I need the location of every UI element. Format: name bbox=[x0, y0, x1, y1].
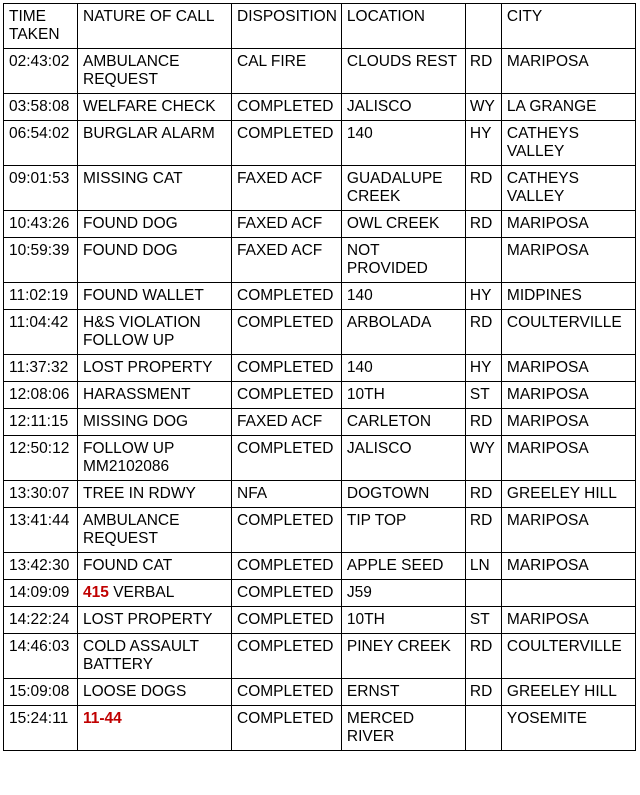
city-cell: MARIPOSA bbox=[501, 382, 635, 409]
disposition-cell: COMPLETED bbox=[232, 679, 342, 706]
time-cell: 15:24:11 bbox=[4, 706, 78, 751]
nature-cell bbox=[78, 211, 232, 238]
disposition-cell: FAXED ACF bbox=[232, 166, 342, 211]
table-row bbox=[4, 310, 636, 355]
city-cell: MIDPINES bbox=[501, 283, 635, 310]
suffix-cell: RD bbox=[465, 49, 501, 94]
header-nature: NATURE OF CALL bbox=[78, 4, 232, 49]
suffix-cell: RD bbox=[465, 481, 501, 508]
suffix-cell: HY bbox=[465, 355, 501, 382]
location-cell: J59 bbox=[341, 580, 465, 607]
suffix-cell bbox=[465, 238, 501, 283]
city-cell: COULTERVILLE bbox=[501, 634, 635, 679]
table-row bbox=[4, 553, 636, 580]
time-cell: 03:58:08 bbox=[4, 94, 78, 121]
disposition-cell: COMPLETED bbox=[232, 121, 342, 166]
table-row bbox=[4, 679, 636, 706]
city-cell: MARIPOSA bbox=[501, 436, 635, 481]
city-cell: YOSEMITE bbox=[501, 706, 635, 751]
nature-cell bbox=[78, 49, 232, 94]
disposition-cell: COMPLETED bbox=[232, 634, 342, 679]
location-cell: GUADALUPE CREEK bbox=[341, 166, 465, 211]
nature-text: COLD ASSAULT BATTERY bbox=[83, 638, 199, 673]
nature-cell bbox=[78, 409, 232, 436]
location-cell: OWL CREEK bbox=[341, 211, 465, 238]
location-cell: DOGTOWN bbox=[341, 481, 465, 508]
nature-cell bbox=[78, 553, 232, 580]
disposition-cell: COMPLETED bbox=[232, 436, 342, 481]
city-cell bbox=[501, 580, 635, 607]
time-cell: 10:43:26 bbox=[4, 211, 78, 238]
nature-cell bbox=[78, 706, 232, 751]
city-cell: MARIPOSA bbox=[501, 211, 635, 238]
nature-cell bbox=[78, 238, 232, 283]
nature-cell bbox=[78, 355, 232, 382]
nature-text: LOOSE DOGS bbox=[83, 683, 187, 700]
table-row bbox=[4, 409, 636, 436]
location-cell: CARLETON bbox=[341, 409, 465, 436]
table-row bbox=[4, 481, 636, 508]
table-row bbox=[4, 634, 636, 679]
time-cell: 09:01:53 bbox=[4, 166, 78, 211]
nature-cell bbox=[78, 94, 232, 121]
suffix-cell bbox=[465, 580, 501, 607]
suffix-cell: RD bbox=[465, 409, 501, 436]
disposition-cell: CAL FIRE bbox=[232, 49, 342, 94]
nature-cell bbox=[78, 607, 232, 634]
disposition-cell: COMPLETED bbox=[232, 706, 342, 751]
suffix-cell: RD bbox=[465, 508, 501, 553]
nature-text: FOUND CAT bbox=[83, 557, 173, 574]
header-location: LOCATION bbox=[341, 4, 465, 49]
nature-text: FOLLOW UP MM2102086 bbox=[83, 440, 175, 475]
suffix-cell bbox=[465, 706, 501, 751]
call-log bbox=[3, 3, 636, 751]
time-cell: 14:09:09 bbox=[4, 580, 78, 607]
nature-text: MISSING DOG bbox=[83, 413, 189, 430]
disposition-cell: COMPLETED bbox=[232, 310, 342, 355]
suffix-cell: HY bbox=[465, 121, 501, 166]
time-cell: 02:43:02 bbox=[4, 49, 78, 94]
nature-text: BURGLAR ALARM bbox=[83, 125, 215, 142]
disposition-cell: COMPLETED bbox=[232, 580, 342, 607]
time-cell: 10:59:39 bbox=[4, 238, 78, 283]
nature-cell bbox=[78, 580, 232, 607]
suffix-cell: HY bbox=[465, 283, 501, 310]
suffix-cell: RD bbox=[465, 634, 501, 679]
nature-cell bbox=[78, 166, 232, 211]
time-cell: 11:04:42 bbox=[4, 310, 78, 355]
disposition-cell: COMPLETED bbox=[232, 607, 342, 634]
nature-text: FOUND DOG bbox=[83, 215, 178, 232]
city-cell: CATHEYS VALLEY bbox=[501, 121, 635, 166]
nature-cell bbox=[78, 481, 232, 508]
location-cell: MERCED RIVER bbox=[341, 706, 465, 751]
location-cell: JALISCO bbox=[341, 436, 465, 481]
table-row bbox=[4, 94, 636, 121]
nature-cell bbox=[78, 436, 232, 481]
table-row bbox=[4, 238, 636, 283]
nature-cell bbox=[78, 508, 232, 553]
table-row bbox=[4, 49, 636, 94]
table-row bbox=[4, 580, 636, 607]
location-cell: 140 bbox=[341, 283, 465, 310]
disposition-cell: COMPLETED bbox=[232, 382, 342, 409]
suffix-cell: ST bbox=[465, 607, 501, 634]
call-log-table bbox=[3, 3, 636, 751]
suffix-cell: RD bbox=[465, 679, 501, 706]
nature-text: H&S VIOLATION FOLLOW UP bbox=[83, 314, 201, 349]
table-row bbox=[4, 121, 636, 166]
location-cell: JALISCO bbox=[341, 94, 465, 121]
disposition-cell: COMPLETED bbox=[232, 355, 342, 382]
location-cell: 140 bbox=[341, 121, 465, 166]
city-cell: MARIPOSA bbox=[501, 607, 635, 634]
suffix-cell: LN bbox=[465, 553, 501, 580]
time-cell: 11:37:32 bbox=[4, 355, 78, 382]
table-row bbox=[4, 211, 636, 238]
disposition-cell: FAXED ACF bbox=[232, 409, 342, 436]
suffix-cell: WY bbox=[465, 94, 501, 121]
time-cell: 12:50:12 bbox=[4, 436, 78, 481]
nature-cell bbox=[78, 382, 232, 409]
location-cell: ARBOLADA bbox=[341, 310, 465, 355]
table-row bbox=[4, 607, 636, 634]
nature-code: 11-44 bbox=[83, 710, 122, 727]
header-disposition: DISPOSITION bbox=[232, 4, 342, 49]
time-cell: 13:41:44 bbox=[4, 508, 78, 553]
disposition-cell: FAXED ACF bbox=[232, 211, 342, 238]
table-row bbox=[4, 355, 636, 382]
city-cell: MARIPOSA bbox=[501, 238, 635, 283]
nature-cell bbox=[78, 679, 232, 706]
city-cell: MARIPOSA bbox=[501, 508, 635, 553]
disposition-cell: COMPLETED bbox=[232, 553, 342, 580]
nature-text: LOST PROPERTY bbox=[83, 359, 213, 376]
disposition-cell: NFA bbox=[232, 481, 342, 508]
header-city: CITY bbox=[501, 4, 635, 49]
city-cell: GREELEY HILL bbox=[501, 481, 635, 508]
header-row bbox=[4, 4, 636, 49]
time-cell: 14:46:03 bbox=[4, 634, 78, 679]
nature-text: LOST PROPERTY bbox=[83, 611, 213, 628]
city-cell: COULTERVILLE bbox=[501, 310, 635, 355]
time-cell: 06:54:02 bbox=[4, 121, 78, 166]
table-row bbox=[4, 436, 636, 481]
city-cell: MARIPOSA bbox=[501, 553, 635, 580]
time-cell: 12:11:15 bbox=[4, 409, 78, 436]
disposition-cell: FAXED ACF bbox=[232, 238, 342, 283]
nature-text: VERBAL bbox=[113, 584, 175, 601]
city-cell: MARIPOSA bbox=[501, 355, 635, 382]
location-cell: 140 bbox=[341, 355, 465, 382]
time-cell: 13:42:30 bbox=[4, 553, 78, 580]
nature-cell bbox=[78, 310, 232, 355]
location-cell: APPLE SEED bbox=[341, 553, 465, 580]
location-cell: PINEY CREEK bbox=[341, 634, 465, 679]
suffix-cell: WY bbox=[465, 436, 501, 481]
location-cell: 10TH bbox=[341, 382, 465, 409]
nature-text: WELFARE CHECK bbox=[83, 98, 216, 115]
suffix-cell: RD bbox=[465, 166, 501, 211]
header-suffix bbox=[465, 4, 501, 49]
table-row bbox=[4, 283, 636, 310]
nature-cell bbox=[78, 283, 232, 310]
disposition-cell: COMPLETED bbox=[232, 94, 342, 121]
city-cell: MARIPOSA bbox=[501, 49, 635, 94]
location-cell: NOT PROVIDED bbox=[341, 238, 465, 283]
time-cell: 12:08:06 bbox=[4, 382, 78, 409]
time-cell: 11:02:19 bbox=[4, 283, 78, 310]
nature-text: AMBULANCE REQUEST bbox=[83, 512, 180, 547]
table-row bbox=[4, 706, 636, 751]
city-cell: MARIPOSA bbox=[501, 409, 635, 436]
time-cell: 14:22:24 bbox=[4, 607, 78, 634]
nature-cell bbox=[78, 121, 232, 166]
location-cell: 10TH bbox=[341, 607, 465, 634]
city-cell: CATHEYS VALLEY bbox=[501, 166, 635, 211]
nature-text: HARASSMENT bbox=[83, 386, 191, 403]
table-row bbox=[4, 382, 636, 409]
nature-text: AMBULANCE REQUEST bbox=[83, 53, 180, 88]
time-cell: 15:09:08 bbox=[4, 679, 78, 706]
suffix-cell: ST bbox=[465, 382, 501, 409]
nature-code: 415 bbox=[83, 584, 109, 601]
nature-text: FOUND DOG bbox=[83, 242, 178, 259]
nature-text: FOUND WALLET bbox=[83, 287, 204, 304]
disposition-cell: COMPLETED bbox=[232, 283, 342, 310]
time-cell: 13:30:07 bbox=[4, 481, 78, 508]
suffix-cell: RD bbox=[465, 310, 501, 355]
nature-text: TREE IN RDWY bbox=[83, 485, 196, 502]
table-row bbox=[4, 508, 636, 553]
nature-text: MISSING CAT bbox=[83, 170, 183, 187]
city-cell: GREELEY HILL bbox=[501, 679, 635, 706]
suffix-cell: RD bbox=[465, 211, 501, 238]
location-cell: ERNST bbox=[341, 679, 465, 706]
city-cell: LA GRANGE bbox=[501, 94, 635, 121]
disposition-cell: COMPLETED bbox=[232, 508, 342, 553]
header-time: TIME TAKEN bbox=[4, 4, 78, 49]
table-row bbox=[4, 166, 636, 211]
nature-cell bbox=[78, 634, 232, 679]
location-cell: CLOUDS REST bbox=[341, 49, 465, 94]
location-cell: TIP TOP bbox=[341, 508, 465, 553]
